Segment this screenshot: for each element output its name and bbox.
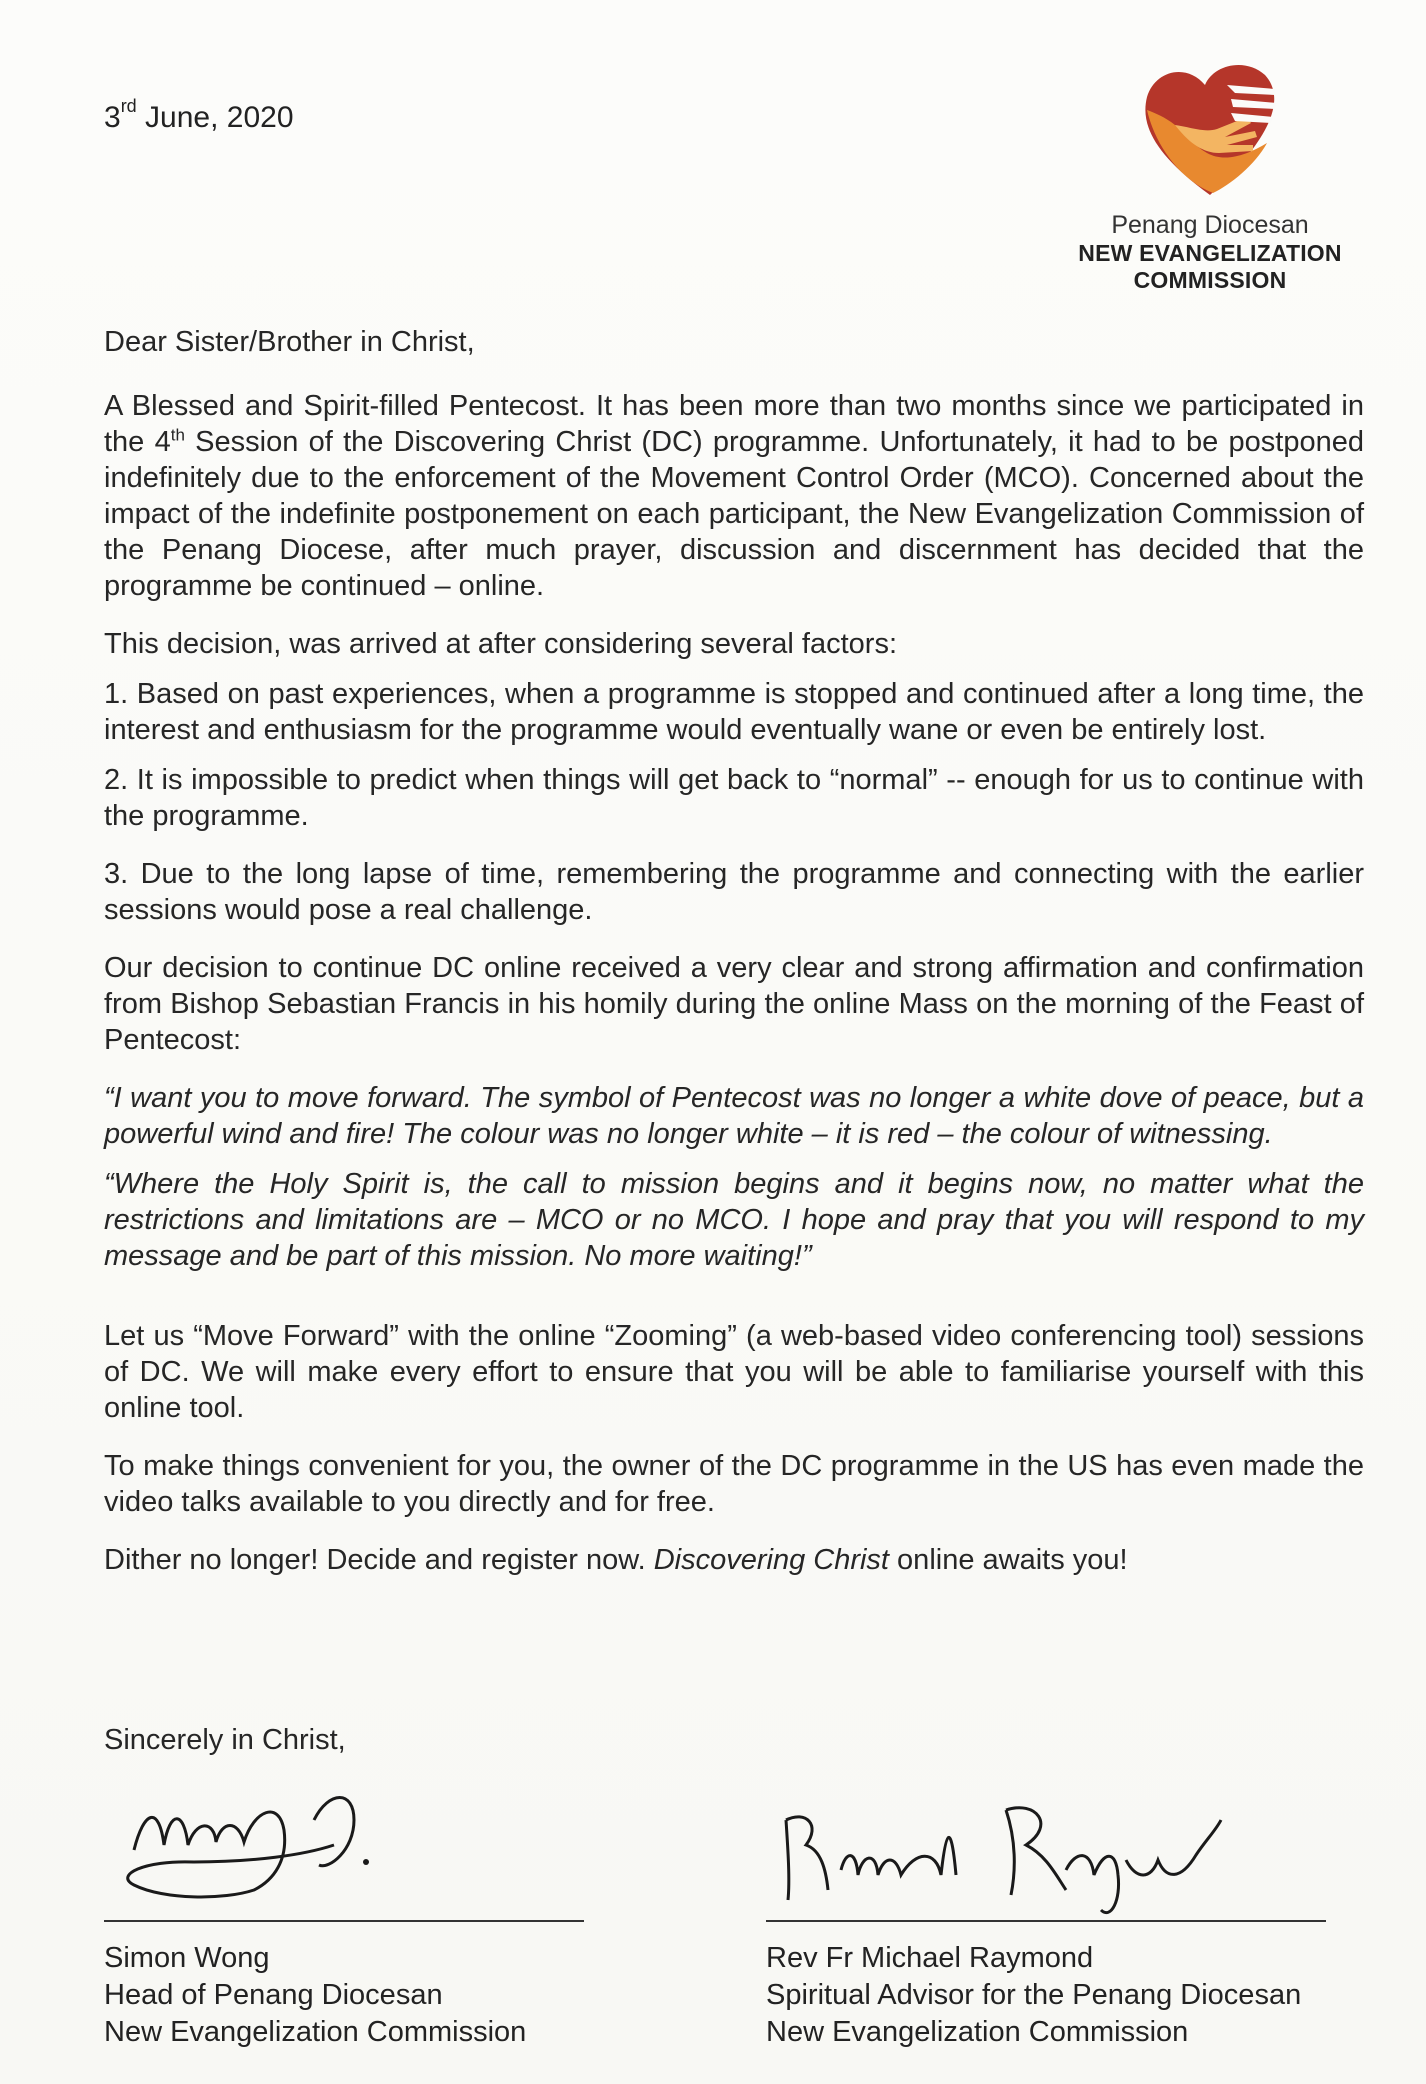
cta-part-b: online awaits you! bbox=[889, 1544, 1128, 1576]
date-day: 3 bbox=[104, 101, 121, 134]
paragraph-move-forward: Let us “Move Forward” with the online “Zooming” (a web-based video conferencing tool) sessions of DC. We will make every effort to ensure that you will be able to familiarise yourself with this online tool. bbox=[104, 1320, 1364, 1424]
commission-logo bbox=[1060, 55, 1360, 325]
paragraph-bishop: Our decision to continue DC online received a very clear and strong affirmation and confirmation from Bishop Sebastian Francis in his homily during the online Mass on the morning of the Feast of Pentecost: bbox=[104, 952, 1364, 1056]
signer-2-title-2: New Evangelization Commission bbox=[766, 2016, 1189, 2048]
paragraph-call-to-action bbox=[104, 1542, 1364, 1578]
cta-part-a: Dither no longer! Decide and register now. bbox=[104, 1544, 654, 1576]
paragraph-factors-intro: This decision, was arrived at after considering several factors: bbox=[104, 628, 898, 660]
heart-hand-logo-icon bbox=[1135, 55, 1285, 205]
letter-date bbox=[104, 96, 294, 135]
signer-2-details bbox=[766, 1940, 1326, 2051]
signature-simon-wong bbox=[104, 1750, 664, 1920]
signature-block-2 bbox=[766, 1750, 1326, 2051]
signature-block-1 bbox=[104, 1750, 664, 2051]
quote-2: “Where the Holy Spirit is, the call to mission begins and it begins now, no matter what the restrictions and limitations are – MCO or no MCO. I hope and pray that you will respond to my message and be part of this mission. No more waiting!” bbox=[104, 1168, 1364, 1272]
closing: Sincerely in Christ, bbox=[104, 1724, 346, 1756]
signature-michael-raymond bbox=[766, 1750, 1326, 1920]
cta-emphasis: Discovering Christ bbox=[653, 1544, 889, 1576]
logo-line-1: Penang Diocesan bbox=[1111, 211, 1309, 239]
paragraph-convenience: To make things convenient for you, the owner of the DC programme in the US has even made the video talks available to you directly and for free. bbox=[104, 1450, 1364, 1518]
signer-1-title-1: Head of Penang Diocesan bbox=[104, 1979, 443, 2011]
signature-line-1 bbox=[104, 1920, 584, 1922]
paragraph-intro-sup: th bbox=[170, 425, 185, 445]
signer-1-details bbox=[104, 1940, 664, 2051]
logo-line-3: COMMISSION bbox=[1133, 267, 1287, 293]
salutation: Dear Sister/Brother in Christ, bbox=[104, 326, 475, 358]
paragraph-intro-part-a: A Blessed and Spirit-filled Pentecost. It has been more than two months since we participated in the 4 bbox=[104, 390, 1364, 458]
signer-2-name: Rev Fr Michael Raymond bbox=[766, 1942, 1094, 1974]
paragraph-intro bbox=[104, 388, 1364, 604]
factor-1: 1. Based on past experiences, when a programme is stopped and continued after a long time, the interest and enthusiasm for the programme would eventually wane or even be entirely lost. bbox=[104, 678, 1364, 746]
signature-line-2 bbox=[766, 1920, 1326, 1922]
quote-1: “I want you to move forward. The symbol of Pentecost was no longer a white dove of peace, but a powerful wind and fire! The colour was no longer white – it is red – the colour of witnessing. bbox=[104, 1082, 1364, 1150]
factor-3: 3. Due to the long lapse of time, remembering the programme and connecting with the earlier sessions would pose a real challenge. bbox=[104, 858, 1364, 926]
signer-2-title-1: Spiritual Advisor for the Penang Diocesan bbox=[766, 1979, 1302, 2011]
signer-1-name: Simon Wong bbox=[104, 1942, 270, 1974]
paragraph-intro-part-b: Session of the Discovering Christ (DC) programme. Unfortunately, it had to be postponed indefinitely due to the enforcement of the Movement Control Order (MCO). Concerned about the impact of the indefinite postponement on each participant, the New Evangelization Commission of the Penang Diocese, after much prayer, discussion and discernment has decided that the programme be continued – online. bbox=[104, 426, 1365, 602]
factor-2: 2. It is impossible to predict when things will get back to “normal” -- enough for us to continue with the programme. bbox=[104, 764, 1364, 832]
logo-line-2: NEW EVANGELIZATION bbox=[1078, 240, 1342, 266]
letter-body bbox=[104, 324, 1364, 1578]
date-suffix: rd bbox=[120, 96, 137, 116]
signer-1-title-2: New Evangelization Commission bbox=[104, 2016, 527, 2048]
date-rest: June, 2020 bbox=[136, 101, 294, 134]
